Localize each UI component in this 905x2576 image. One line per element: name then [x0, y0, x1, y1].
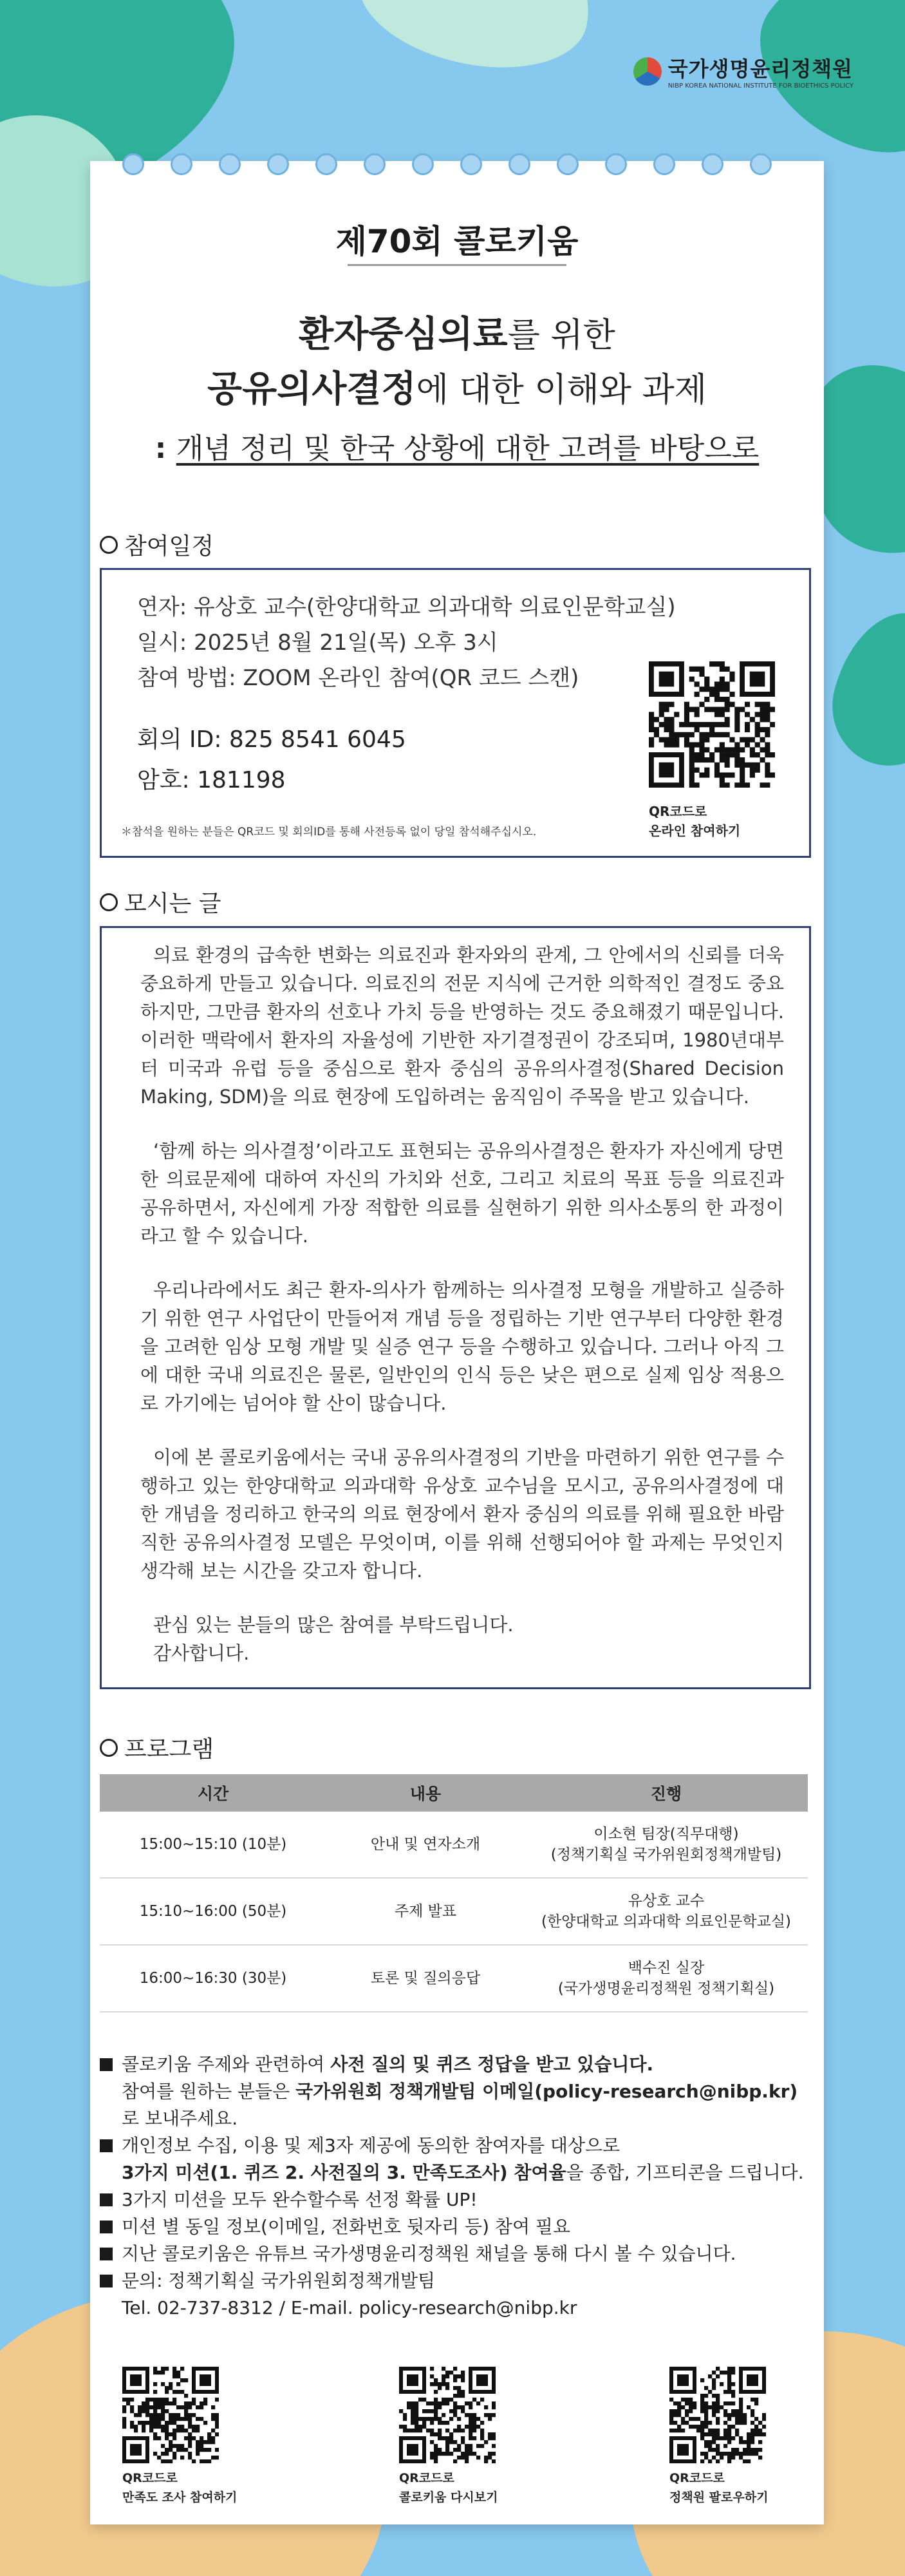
circle-bullet-icon: [100, 893, 118, 911]
notice-continuation: [100, 2159, 811, 2186]
notice-item: [100, 2132, 811, 2159]
invitation-heading-text: 모시는 글: [124, 891, 221, 917]
circle-bullet-icon: [100, 1739, 118, 1757]
binder-ring: [122, 153, 144, 175]
heading-divider: [348, 264, 566, 266]
zoom-qr-caption-1: QR코드로: [649, 804, 707, 819]
host-affiliation: (한양대학교 의과대학 의료인문학교실): [541, 1913, 792, 1930]
binder-ring: [653, 153, 675, 175]
contact-line[interactable]: Tel. 02-737-8312 / E-mail. policy-research@nibp.kr: [122, 2297, 577, 2318]
column-header-content: 내용: [326, 1774, 525, 1812]
notice-item: [100, 2186, 811, 2213]
time-cell: 15:10~16:00 (50분): [100, 1878, 326, 1945]
square-bullet-icon: [100, 2275, 113, 2287]
host-name: 백수진 실장: [628, 1960, 705, 1976]
square-bullet-icon: [100, 2193, 113, 2206]
title-keyword-2: 공유의사결정: [207, 368, 416, 410]
qr-caption-line: 콜로키움 다시보기: [399, 2490, 498, 2505]
qr-caption-line: 정책원 팔로우하기: [669, 2490, 769, 2505]
replay-qr-code[interactable]: [399, 2367, 496, 2463]
host-cell: [525, 1945, 808, 2012]
invitation-closing: 감사합니다.: [153, 1642, 250, 1664]
notice-emphasis: 3가지 미션(1. 퀴즈 2. 사전질의 3. 만족도조사) 참여율: [122, 2162, 566, 2183]
notice-item: [100, 2268, 811, 2295]
square-bullet-icon: [100, 2139, 113, 2152]
subtitle-text: 개념 정리 및 한국 상황에 대한 고려를 바탕으로: [176, 432, 760, 465]
host-cell: [525, 1878, 808, 1945]
binder-ring: [315, 153, 337, 175]
invitation-paragraph: 이에 본 콜로키움에서는 국내 공유의사결정의 기반을 마련하기 위한 연구를 수행하고 있는 한양대학교 의과대학 유상호 교수님을 모시고, 공유의사결정에 대한 개념을 정리하고 한국의 의료 현장에서 환자 중심의 의료를 위해 필요한 바람직한 공유의사결정 모델은 무엇이며, 이를 위해 선행되어야 할 과제는 무엇인지 생각해 보는 시간을 갖고자 합니다.: [140, 1446, 784, 1582]
follow-qr-code[interactable]: [669, 2367, 766, 2463]
host-name: 유상호 교수: [628, 1893, 705, 1909]
binder-ring: [171, 153, 192, 175]
notice-text: 지난 콜로키움은 유튜브 국가생명윤리정책원 채널을 통해 다시 볼 수 있습니다.: [122, 2243, 736, 2264]
meeting-password[interactable]: 암호: 181198: [137, 767, 286, 793]
colloquium-number: 제70회 콜로키움: [335, 223, 579, 260]
square-bullet-icon: [100, 2248, 113, 2260]
notice-continuation: [100, 2078, 811, 2105]
column-header-time: 시간: [100, 1774, 326, 1812]
invitation-paragraph: 관심 있는 분들의 많은 참여를 부탁드립니다.: [153, 1614, 514, 1636]
time-cell: 15:00~15:10 (10분): [100, 1812, 326, 1878]
binder-ring: [750, 153, 772, 175]
circle-bullet-icon: [100, 536, 118, 554]
notice-text: 콜로키움 주제와 관련하여: [122, 2054, 331, 2075]
binder-ring: [267, 153, 289, 175]
square-bullet-icon: [100, 2221, 113, 2233]
invitation-box: [100, 926, 811, 1689]
qr-caption-line: QR코드로: [669, 2471, 725, 2485]
program-section-heading: [100, 1731, 214, 1764]
program-heading-text: 프로그램: [124, 1736, 214, 1763]
zoom-qr-caption-2: 온라인 참여하기: [649, 823, 741, 838]
invitation-paragraph: 우리나라에서도 최근 환자-의사가 함께하는 의사결정 모형을 개발하고 실증하기 위한 연구 사업단이 만들어져 개념 등을 정립하는 기반 연구부터 다양한 환경을 고려한 임상 모형 개발 및 실증 연구 등을 수행하고 있습니다. 그러나 아직 그에 대한 국내 의료진은 물론, 일반인의 인식 등은 낮은 편으로 실제 임상 적용으로 가기에는 넘어야 할 산이 많습니다.: [140, 1279, 784, 1414]
notice-emphasis: 사전 질의 및 퀴즈 정답을 받고 있습니다.: [330, 2054, 654, 2075]
subtitle: [90, 425, 824, 466]
method-line: 참여 방법: ZOOM 온라인 참여(QR 코드 스캔): [137, 665, 579, 691]
survey-qr-code[interactable]: [122, 2367, 219, 2463]
program-table: [100, 1774, 808, 2012]
title-rest-2: 에 대한 이해와 과제: [416, 371, 707, 410]
binder-ring: [508, 153, 530, 175]
notice-email-link[interactable]: 국가위원회 정책개발팀 이메일(policy-research@nibp.kr): [295, 2081, 798, 2102]
host-cell: [525, 1812, 808, 1878]
binder-ring: [364, 153, 386, 175]
qr-caption-line: 만족도 조사 참여하기: [122, 2490, 238, 2505]
notice-text: 미션 별 동일 정보(이메일, 전화번호 뒷자리 등) 참여 필요: [122, 2216, 571, 2237]
attendance-note: ＊참석을 원하는 분들은 QR코드 및 회의ID를 통해 사전등록 없이 당일 참석해주십시오.: [121, 826, 537, 838]
content-cell: 토론 및 질의응답: [326, 1945, 525, 2012]
notepad-paper: [90, 161, 824, 2524]
logo-english-name: KOREA NATIONAL INSTITUTE FOR BIOETHICS POLICY: [685, 82, 854, 90]
title-keyword-1: 환자중심의료: [299, 314, 508, 355]
time-cell: 16:00~16:30 (30분): [100, 1945, 326, 2012]
notice-continuation: 로 보내주세요.: [122, 2108, 238, 2129]
zoom-qr-code[interactable]: [649, 661, 775, 788]
subtitle-prefix: :: [154, 432, 176, 465]
notice-item: [100, 2051, 811, 2078]
qr-caption-line: QR코드로: [399, 2471, 454, 2485]
content-cell: 주제 발표: [326, 1878, 525, 1945]
invitation-paragraph: 의료 환경의 급속한 변화는 의료진과 환자와의 관계, 그 안에서의 신뢰를 더욱 중요하게 만들고 있습니다. 의료진의 전문 지식에 근거한 의학적인 결정도 중요하지만, 그만큼 환자의 선호나 가치 등을 반영하는 것도 중요해졌기 때문입니다. 이러한 맥락에서 환자의 자율성에 기반한 자기결정권이 강조되며, 1980년대부터 미국과 유럽 등을 중심으로 환자 중심의 공유의사결정(Shared Decision Making, SDM)을 의료 현장에 도입하려는 움직임이 주목을 받고 있습니다.: [140, 944, 784, 1108]
main-title-line-1: [90, 306, 824, 357]
logo-name: 국가생명윤리정책원: [667, 57, 853, 81]
palm-leaf-decoration: [819, 600, 905, 779]
host-affiliation: (정책기획실 국가위원회정책개발팀): [550, 1846, 782, 1863]
title-rest-1: 를 위한: [507, 316, 615, 355]
notice-text: 문의: 정책기획실 국가위원회정책개발팀: [122, 2270, 436, 2291]
host-name: 이소현 팀장(직무대행): [593, 1826, 739, 1842]
survey-qr-caption: [122, 2468, 237, 2507]
meeting-id[interactable]: 회의 ID: 825 8541 6045: [137, 726, 406, 753]
logo-subtitle: [668, 82, 854, 90]
notice-text: 3가지 미션을 모두 완수할수록 선정 확률 UP!: [122, 2189, 478, 2210]
invitation-body: [140, 941, 784, 1667]
notice-text: 참여를 원하는 분들은: [122, 2081, 296, 2102]
program-table-header: [100, 1774, 808, 1812]
date-line: 일시: 2025년 8월 21일(목) 오후 3시: [137, 630, 498, 656]
speaker-line: 연자: 유상호 교수(한양대학교 의과대학 의료인문학교실): [137, 594, 676, 620]
invitation-section-heading: [100, 886, 221, 918]
zoom-qr-caption: [649, 802, 740, 840]
notice-text: 개인정보 수집, 이용 및 제3자 제공에 동의한 참여자를 대상으로: [122, 2135, 620, 2156]
notice-text: 을 종합, 기프티콘을 드립니다.: [566, 2162, 804, 2183]
binder-ring: [557, 153, 579, 175]
content-cell: 안내 및 연자소개: [326, 1812, 525, 1878]
notice-item: [100, 2213, 811, 2240]
schedule-heading-text: 참여일정: [124, 533, 214, 560]
follow-qr-caption: [669, 2468, 768, 2507]
host-affiliation: (국가생명윤리정책원 정책기획실): [557, 1980, 775, 1997]
table-row: [100, 1812, 808, 1878]
table-row: [100, 1878, 808, 1945]
qr-caption-line: QR코드로: [122, 2471, 178, 2485]
logo-mark-icon: [633, 57, 662, 86]
binder-ring: [605, 153, 627, 175]
table-row: [100, 1945, 808, 2012]
notice-list: [100, 2051, 811, 2322]
replay-qr-caption: [399, 2468, 498, 2507]
main-title-line-2: [90, 361, 824, 412]
binder-ring: [412, 153, 434, 175]
palm-leaf-decoration: [347, 0, 606, 87]
notice-item: [100, 2240, 811, 2268]
logo-abbr: NIBP: [667, 82, 684, 90]
binder-ring: [460, 153, 482, 175]
binder-ring: [702, 153, 723, 175]
column-header-host: 진행: [525, 1774, 808, 1812]
binder-ring: [219, 153, 241, 175]
schedule-box: [100, 568, 811, 858]
schedule-section-heading: [100, 528, 214, 561]
square-bullet-icon: [100, 2058, 113, 2071]
invitation-paragraph: ‘함께 하는 의사결정’이라고도 표현되는 공유의사결정은 환자가 자신에게 당면한 의료문제에 대하여 자신의 가치와 선호, 그리고 치료의 목표 등을 의료진과 공유하면서, 자신에게 가장 적합한 의료를 실현하기 위한 의사소통의 한 과정이라고 할 수 있습니다.: [140, 1140, 784, 1247]
institute-logo: [633, 53, 854, 90]
